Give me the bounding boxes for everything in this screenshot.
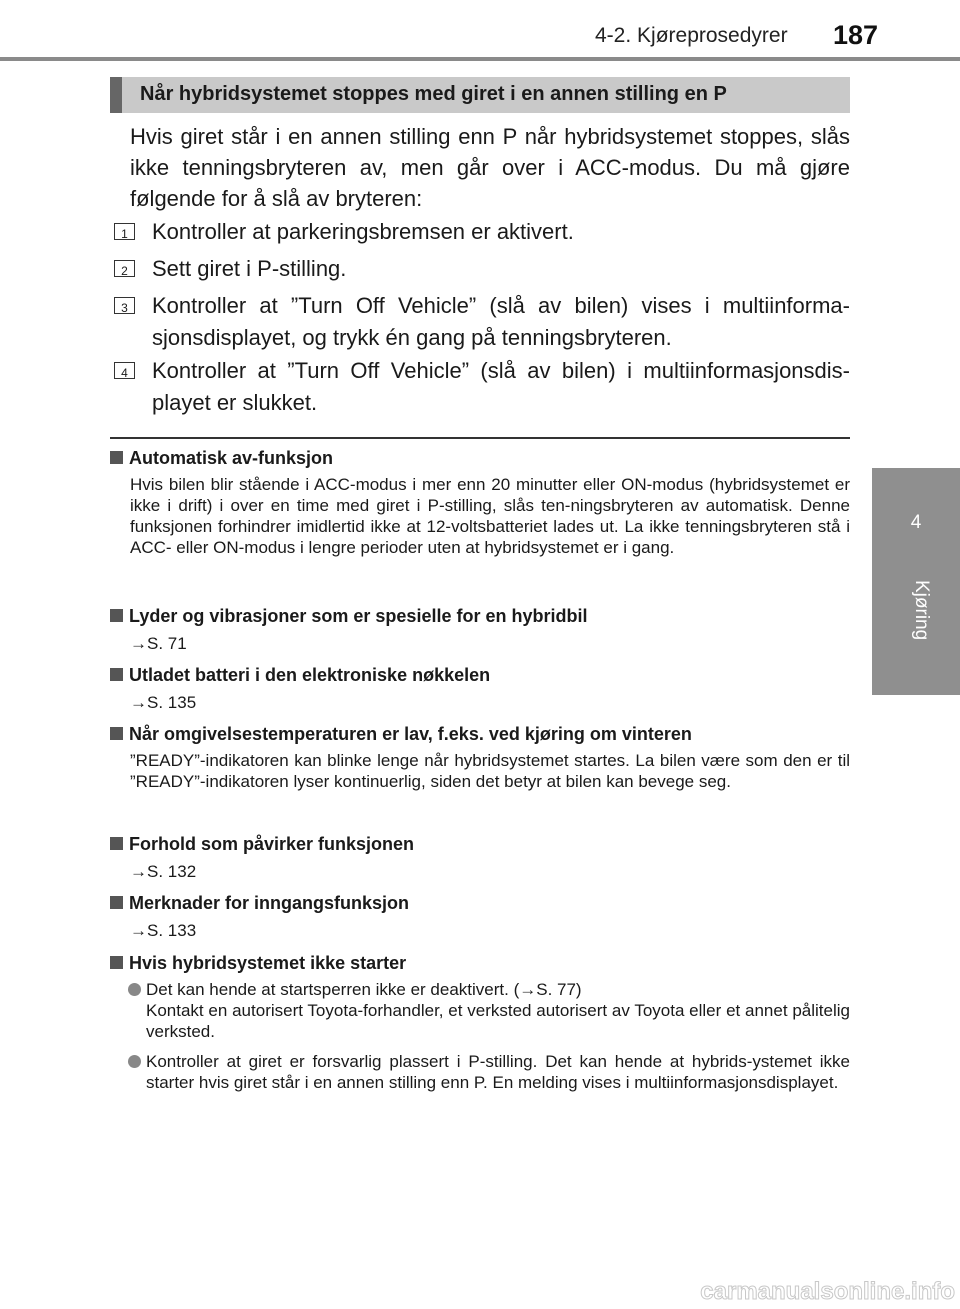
note-conditions: [110, 832, 850, 883]
section-title-bar: [110, 77, 850, 113]
note-title: Forhold som påvirker funksjonen: [110, 832, 850, 856]
note-key-battery: [110, 663, 850, 714]
bullet-item: [128, 1051, 850, 1093]
note-title: Merknader for inngangsfunksjon: [110, 891, 850, 915]
step-number-box: 3: [114, 297, 135, 314]
watermark-logo: [700, 1265, 960, 1309]
bullet-text: Kontakt en autorisert Toyota-forhandler, et verksted autorisert av Toyota eller et annet pålitelig verksted.: [146, 1001, 850, 1041]
note-body: ”READY”-indikatoren kan blinke lenge når hybridsystemet startes. La bilen være som den er til ”READY”-indikatoren lyser kontinuerlig, siden det betyr at bilen kan bevege seg.: [130, 751, 850, 791]
step-number-box: 2: [114, 260, 135, 277]
watermark-text: carmanualsonline.info: [700, 1278, 955, 1305]
square-bullet-icon: [110, 451, 123, 464]
note-title: Hvis hybridsystemet ikke starter: [110, 951, 850, 975]
page-number: 187: [833, 20, 879, 50]
running-header-section: 4-2. Kjøreprosedyrer: [595, 24, 788, 47]
section-intro: Hvis giret står i en annen stilling enn P når hybridsystemet stoppes, slås ikke tenningsbryteren av, men går over i ACC-modus. Du må gjøre følgende for å slå av bryteren:: [130, 124, 850, 211]
note-title: Når omgivelsestemperaturen er lav, f.eks. ved kjøring om vinteren: [110, 722, 850, 746]
bullet-item: [128, 979, 850, 1042]
step-number-box: 1: [114, 223, 135, 240]
round-bullet-icon: [128, 1055, 141, 1068]
note-sounds: [110, 604, 850, 655]
step-text: Sett giret i P-stilling.: [152, 256, 347, 281]
step-number-box: 4: [114, 362, 135, 379]
note-automatic-off: [110, 446, 850, 558]
step-text: Kontroller at parkeringsbremsen er aktivert.: [152, 219, 574, 244]
chapter-number: 4: [910, 512, 922, 533]
step-text: Kontroller at ”Turn Off Vehicle” (slå av bilen) vises i multiinforma-sjonsdisplayet, og trykk én gang på tenningsbryteren.: [152, 293, 850, 350]
square-bullet-icon: [110, 896, 123, 909]
section-divider: [110, 437, 850, 439]
page-reference: →S. 71: [130, 634, 187, 653]
step-text: Kontroller at ”Turn Off Vehicle” (slå av bilen) i multiinformasjonsdis-playet er slukket.: [152, 358, 850, 415]
note-no-start: [110, 951, 850, 1093]
page-reference: →S. 132: [130, 862, 197, 881]
round-bullet-icon: [128, 983, 141, 996]
note-entry-function: [110, 891, 850, 942]
page-reference: →S. 133: [130, 921, 197, 940]
bullet-text: Det kan hende at startsperren ikke er deaktivert. (→S. 77): [146, 980, 582, 999]
square-bullet-icon: [110, 668, 123, 681]
note-low-temperature: [110, 722, 850, 792]
header-rule: [0, 57, 960, 61]
note-title: Lyder og vibrasjoner som er spesielle for en hybridbil: [110, 604, 850, 628]
square-bullet-icon: [110, 609, 123, 622]
section-title: Når hybridsystemet stoppes med giret i en annen stilling en P: [140, 83, 727, 105]
square-bullet-icon: [110, 727, 123, 740]
chapter-label: Kjøring: [911, 580, 932, 641]
note-title: Utladet batteri i den elektroniske nøkkelen: [110, 663, 850, 687]
note-title: Automatisk av-funksjon: [110, 446, 850, 470]
page-reference: →S. 135: [130, 693, 197, 712]
square-bullet-icon: [110, 837, 123, 850]
square-bullet-icon: [110, 956, 123, 969]
chapter-side-tab: [872, 468, 960, 695]
bullet-text: Kontroller at giret er forsvarlig plassert i P-stilling. Det kan hende at hybrids-ystemet ikke starter hvis giret står i en annen stilling enn P. En melding vises i multiinformasjonsdisplayet.: [146, 1052, 850, 1092]
note-body: Hvis bilen blir stående i ACC-modus i mer enn 20 minutter eller ON-modus (hybridsystemet er ikke i drift) i over en time med giret i P-stilling, slås ten-ningsbryteren av automatisk. Denne funksjonen forhindrer imidlertid ikke at 12-voltsbatteriet lades ut. La ikke tenningsbryteren stå i ACC- eller ON-modus i lengre perioder uten at hybridsystemet er i gang.: [130, 475, 850, 557]
